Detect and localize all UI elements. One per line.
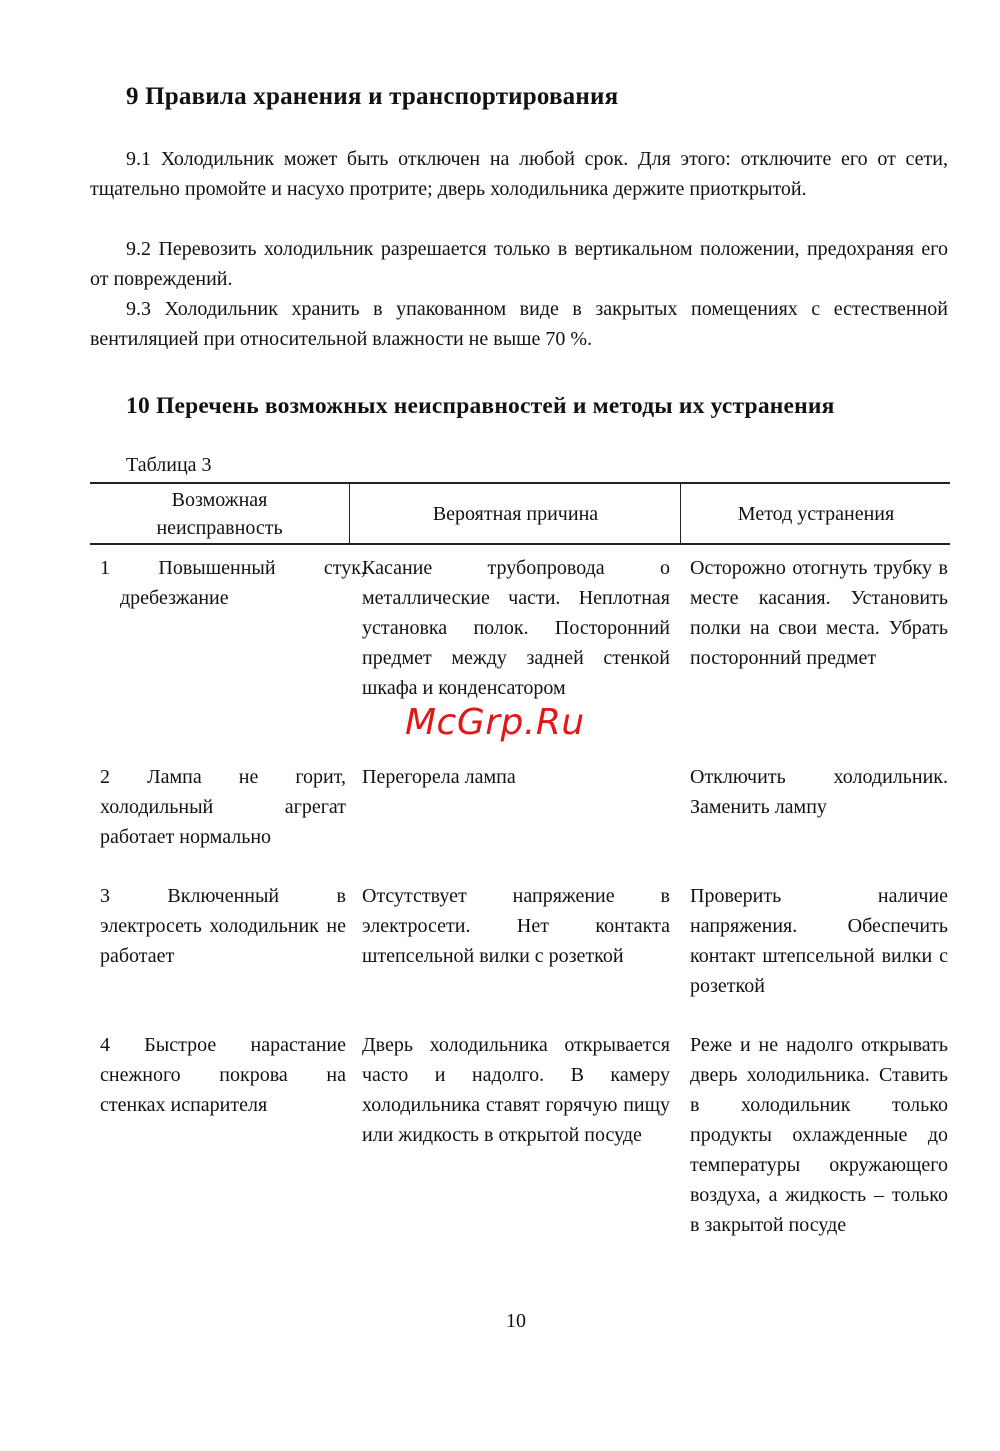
header-fault: Возможная неисправность xyxy=(156,488,283,539)
table-row-4-remedy: Реже и не надолго открывать дверь холодильника. Ставить в холодильник только продукты охлажденные до температуры окружающего воздуха, а жидкость – только в закрытой посуде xyxy=(690,1034,948,1236)
table-row-4-cause: Дверь холодильника открывается часто и надолго. В камеру холодильника ставят горячую пищу или жидкость в открытой посуде xyxy=(362,1034,670,1146)
table-row-4-fault: 4 Быстрое нарастание снежного покрова на стенках испарителя xyxy=(100,1034,346,1116)
paragraph-9-3: 9.3 Холодильник хранить в упакованном виде в закрытых помещениях с естественной вентиляцией при относительной влажности не выше 70 %. xyxy=(90,298,948,350)
section-10-heading: 10 Перечень возможных неисправностей и методы их устранения xyxy=(126,393,835,419)
table-row-1-fault: 1 Повышенный стук, дребезжание xyxy=(100,557,366,609)
table-row-1-cause: Касание трубопровода о металлические части. Неплотная установка полок. Посторонний предмет между задней стенкой шкафа и конденсатором xyxy=(362,557,670,699)
header-remedy: Метод устранения xyxy=(737,502,895,525)
table-caption: Таблица 3 xyxy=(126,454,212,476)
table-row-3-remedy: Проверить наличие напряжения. Обеспечить контакт штепсельной вилки с розеткой xyxy=(690,885,948,997)
table-header-rule xyxy=(90,543,950,545)
page-number: 10 xyxy=(506,1310,526,1332)
table-row-3-fault: 3 Включенный в электросеть холодильник не работает xyxy=(100,885,346,967)
header-divider-1 xyxy=(349,483,350,544)
paragraph-9-1: 9.1 Холодильник может быть отключен на любой срок. Для этого: отключите его от сети, тщательно промойте и насухо протрите; дверь холодильника держите приоткрытой. xyxy=(90,148,948,200)
table-row-2-fault: 2 Лампа не горит, холодильный агрегат работает нормально xyxy=(100,766,346,848)
table-row-2-cause: Перегорела лампа xyxy=(362,766,516,788)
table-row-1-remedy: Осторожно отогнуть трубку в месте касания. Установить полки на свои места. Убрать посторонний предмет xyxy=(690,557,948,669)
paragraph-9-2: 9.2 Перевозить холодильник разрешается только в вертикальном положении, предохраняя его от повреждений. xyxy=(90,238,948,290)
watermark: McGrp.Ru xyxy=(405,702,585,743)
table-row-3-cause: Отсутствует напряжение в электросети. Нет контакта штепсельной вилки с розеткой xyxy=(362,885,670,967)
header-cause: Вероятная причина xyxy=(432,502,599,525)
header-divider-2 xyxy=(680,483,681,544)
table-row-2-remedy: Отключить холодильник. Заменить лампу xyxy=(690,766,948,818)
section-9-heading: 9 Правила хранения и транспортирования xyxy=(126,83,619,110)
